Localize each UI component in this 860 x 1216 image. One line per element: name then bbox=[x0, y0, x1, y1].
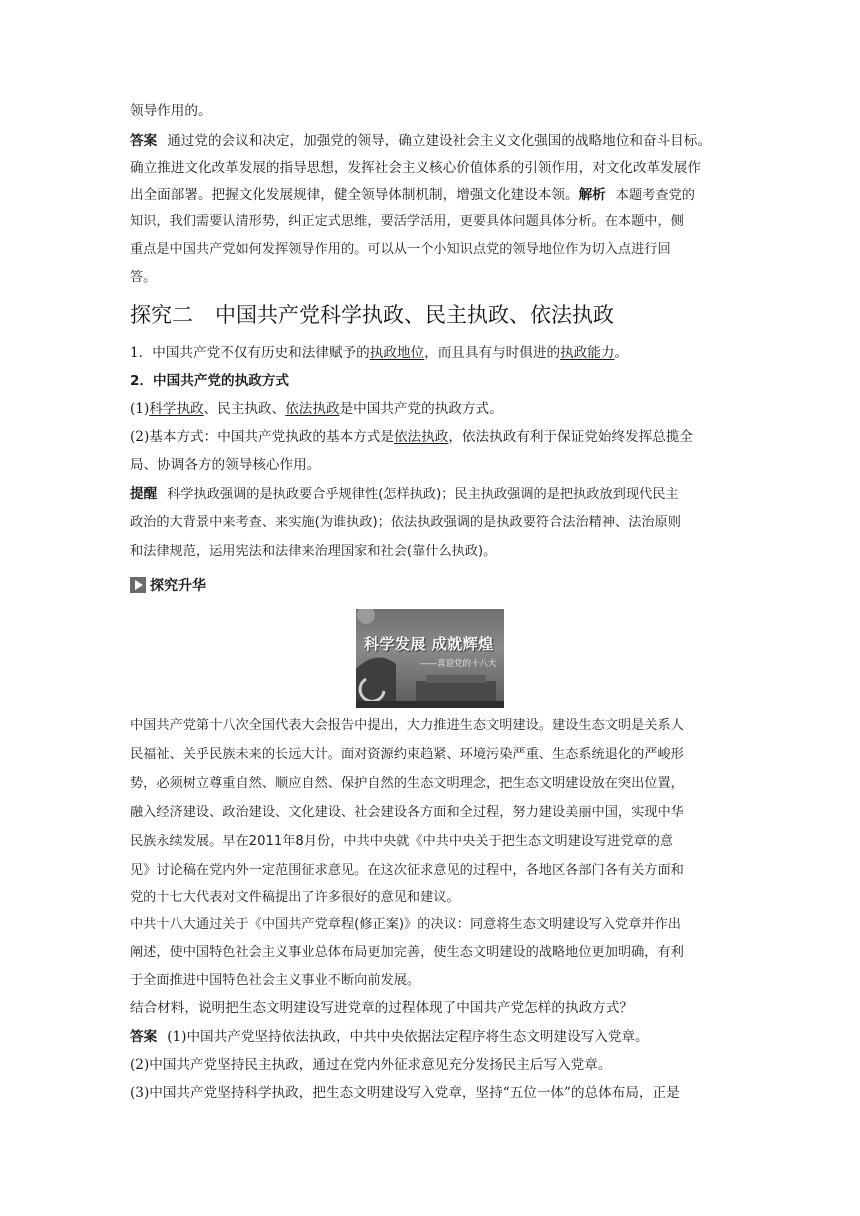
poster-subtitle: ——喜迎党的十八大 bbox=[420, 659, 497, 669]
intro-line-3a: 出全面部署。把握文化发展规律，健全领导体制机制，增强文化建设本领。 bbox=[130, 187, 579, 203]
ground-shape bbox=[356, 701, 504, 708]
point-1-text-b: ，而且具有与时俱进的 bbox=[424, 345, 561, 361]
point-1-text-a: 1．中国共产党不仅有历史和法律赋予的 bbox=[130, 345, 370, 361]
section-marker bbox=[130, 575, 206, 595]
intro-answer-line bbox=[130, 131, 732, 151]
tip-line-1 bbox=[130, 484, 732, 505]
sub-point-2-text-b: ，依法执政有利于保证党始终发挥总揽全 bbox=[448, 429, 694, 445]
intro-line-5: 重点是中国共产党如何发挥领导作用的。可以从一个小知识点党的领导地位作为切入点进行回 bbox=[130, 242, 671, 257]
material-line-9: 阐述，使中国特色社会主义事业总体布局更加完善，使生态文明建设的战略地位更加明确，有利 bbox=[130, 945, 684, 960]
sub-point-1-text-c: 是中国共产党的执政方式。 bbox=[339, 401, 503, 417]
poster-image bbox=[356, 609, 504, 708]
material-line-5: 民族永续发展。早在2011年8月份，中共中央就《中共中央关于把生态文明建设写进党章的意 bbox=[130, 834, 674, 849]
intro-line-4: 知识，我们需要认清形势，纠正定式思维，要活学活用，更要具体问题具体分析。在本题中，侧 bbox=[130, 214, 684, 229]
point-2: 2．中国共产党的执政方式 bbox=[130, 373, 289, 389]
material-line-1: 中国共产党第十八次全国代表大会报告中提出，大力推进生态文明建设。建设生态文明是关系人 bbox=[130, 718, 684, 733]
heading-part2: 中国共产党科学执政、民主执政、依法执政 bbox=[215, 303, 614, 327]
intro-line-0: 领导作用的。 bbox=[130, 103, 212, 119]
building-shape bbox=[416, 681, 496, 701]
sub-point-2-cont: 局、协调各方的领导核心作用。 bbox=[130, 457, 321, 473]
material-line-8: 中共十八大通过关于《中国共产党章程(修正案)》的决议：同意将生态文明建设写入党章并作出 bbox=[130, 917, 681, 932]
answer-text-1: (1)中国共产党坚持依法执政，中共中央依据法定程序将生态文明建设写入党章。 bbox=[167, 1029, 649, 1045]
intro-line-3b: 本题考查党的 bbox=[615, 188, 695, 203]
sub-point-2-text-a: (2)基本方式：中国共产党执政的基本方式是 bbox=[130, 429, 394, 445]
section-heading bbox=[130, 300, 732, 330]
sub-point-1-underline-2: 依法执政 bbox=[285, 401, 340, 417]
play-triangle-icon bbox=[130, 577, 146, 593]
question-text: 结合材料，说明把生态文明建设写进党章的过程体现了中国共产党怎样的执政方式？ bbox=[130, 1000, 633, 1016]
sub-point-1-text-b: 、民主执政、 bbox=[203, 401, 286, 417]
material-line-4: 融入经济建设、政治建设、文化建设、社会建设各方面和全过程，努力建设美丽中国，实现中华 bbox=[130, 805, 684, 820]
poster-title: 科学发展 成就辉煌 bbox=[364, 635, 494, 653]
point-1 bbox=[130, 343, 732, 363]
tip-line-3: 和法律规范，运用宪法和法律来治理国家和社会(靠什么执政)。 bbox=[130, 544, 497, 559]
answer-line-2: (2)中国共产党坚持民主执政，通过在党内外征求意见充分发扬民主后写入党章。 bbox=[130, 1057, 612, 1073]
answer2-label: 答案 bbox=[130, 1029, 158, 1045]
intro-line-3 bbox=[130, 185, 732, 206]
sub-point-2-underline: 依法执政 bbox=[393, 429, 449, 445]
material-line-3: 势，必须树立尊重自然、顺应自然、保护自然的生态文明理念，把生态文明建设放在突出位置， bbox=[130, 776, 684, 791]
point-1-text-c: 。 bbox=[614, 345, 629, 361]
answer-label: 答案 bbox=[130, 133, 158, 149]
section-label: 探究升华 bbox=[150, 578, 206, 594]
material-line-10: 于全面推进中国特色社会主义事业不断向前发展。 bbox=[130, 973, 421, 988]
answer-line-3: (3)中国共产党坚持科学执政，把生态文明建设写入党章，坚持“五位一体”的总体布局，正是 bbox=[130, 1085, 680, 1101]
sub-point-1-num: (1) bbox=[130, 401, 150, 417]
intro-line-2: 确立推进文化改革发展的指导思想，发挥社会主义核心价值体系的引领作用，对文化改革发展作 bbox=[130, 160, 701, 176]
tip-label: 提醒 bbox=[130, 486, 158, 502]
material-line-6: 见》讨论稿在党内外一定范围征求意见。在这次征求意见的过程中，各地区各部门各有关方面和 bbox=[130, 863, 684, 878]
building-roof-shape bbox=[426, 675, 486, 683]
tip-text-1: 科学执政强调的是执政要合乎规律性(怎样执政)；民主执政强调的是把执政放到现代民主 bbox=[167, 487, 679, 502]
sub-point-2 bbox=[130, 427, 732, 447]
material-line-2: 民福祉、关乎民族未来的长远大计。面对资源约束趋紧、环境污染严重、生态系统退化的严峻形 bbox=[130, 747, 684, 762]
point-1-underline-1: 执政地位 bbox=[369, 345, 425, 361]
sub-point-1 bbox=[130, 399, 732, 419]
intro-line-1: 通过党的会议和决定，加强党的领导，确立建设社会主义文化强国的战略地位和奋斗目标。 bbox=[167, 133, 711, 149]
point-1-underline-2: 执政能力 bbox=[560, 345, 615, 361]
emblem-shape bbox=[357, 609, 375, 624]
intro-line-6: 答。 bbox=[130, 270, 157, 285]
sub-point-1-underline-1: 科学执政 bbox=[149, 401, 204, 417]
answer-line-1 bbox=[130, 1027, 732, 1047]
tip-line-2: 政治的大背景中来考查、来实施(为谁执政)；依法执政强调的是执政要符合法治精神、法治原则 bbox=[130, 515, 681, 530]
analysis-label: 解析 bbox=[578, 187, 606, 203]
heading-part1: 探究二 bbox=[130, 303, 193, 327]
material-line-7: 党的十七大代表对文件稿提出了许多很好的意见和建议。 bbox=[130, 890, 460, 905]
